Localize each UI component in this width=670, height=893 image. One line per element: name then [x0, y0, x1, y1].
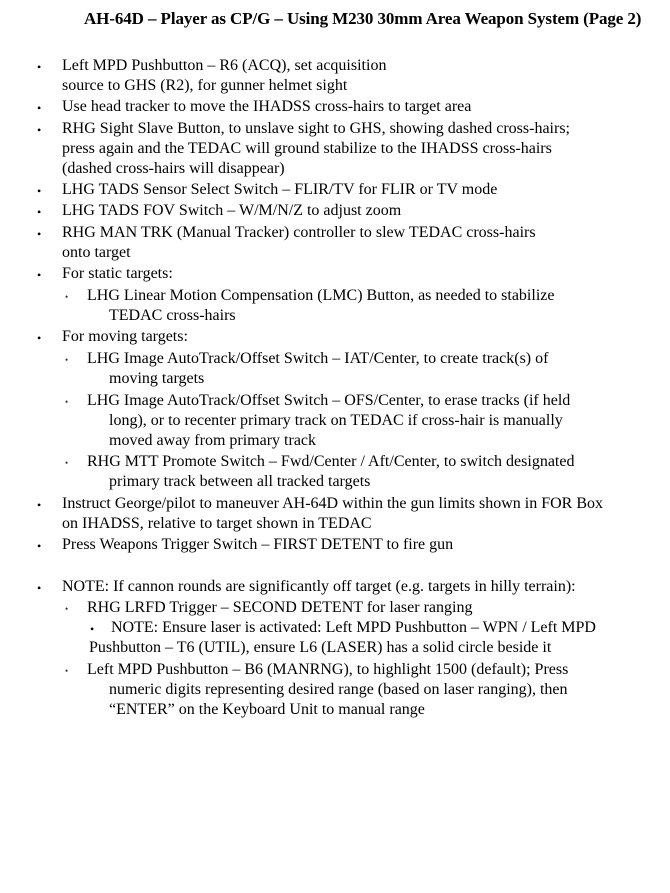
list-item-line: LHG Linear Motion Compensation (LMC) Button, as needed to stabilize	[87, 287, 555, 304]
list-item-line: For static targets:	[62, 265, 173, 282]
list-item-line: source to GHS (R2), for gunner helmet sight	[62, 77, 348, 94]
page-title: AH-64D – Player as CP/G – Using M230 30mm Area Weapon System (Page 2)	[84, 9, 642, 28]
list-item-line: Use head tracker to move the IHADSS cross-hairs to target area	[62, 98, 472, 115]
bullet-icon: •	[65, 666, 69, 676]
list-item-line: For moving targets:	[62, 328, 188, 345]
list-item-line: Press Weapons Trigger Switch – FIRST DETENT to fire gun	[62, 536, 454, 553]
list-item-line: LHG Image AutoTrack/Offset Switch – IAT/Center, to create track(s) of	[87, 350, 549, 367]
list-item-line: on IHADSS, relative to target shown in TEDAC	[62, 515, 372, 532]
list-item-line: NOTE: Ensure laser is activated: Left MPD Pushbutton – WPN / Left MPD	[111, 619, 596, 636]
bullet-icon: •	[37, 539, 42, 553]
list-item-line: Pushbutton – T6 (UTIL), ensure L6 (LASER) has a solid circle beside it	[89, 639, 552, 656]
bullet-icon: •	[65, 355, 69, 365]
bullet-icon: •	[37, 101, 42, 115]
list-item-line: RHG LRFD Trigger – SECOND DETENT for laser ranging	[87, 599, 473, 616]
bullet-icon: •	[37, 331, 42, 345]
bullet-icon: •	[37, 60, 42, 74]
list-item-line: RHG MAN TRK (Manual Tracker) controller to slew TEDAC cross-hairs	[62, 224, 536, 241]
list-item-line: TEDAC cross-hairs	[109, 307, 236, 324]
list-item-line: numeric digits representing desired range (based on laser ranging), then	[109, 681, 568, 698]
bullet-icon: •	[37, 205, 42, 219]
list-item-line: “ENTER” on the Keyboard Unit to manual range	[109, 701, 425, 718]
bullet-icon: •	[37, 268, 42, 282]
list-item-line: (dashed cross-hairs will disappear)	[62, 160, 285, 177]
list-item-line: onto target	[62, 244, 131, 261]
list-item-line: Instruct George/pilot to maneuver AH-64D within the gun limits shown in FOR Box	[62, 495, 603, 512]
list-item-line: long), or to recenter primary track on TEDAC if cross-hair is manually	[109, 412, 563, 429]
bullet-icon: •	[65, 604, 69, 614]
bullet-icon: •	[37, 123, 42, 137]
list-item-line: LHG TADS Sensor Select Switch – FLIR/TV for FLIR or TV mode	[62, 181, 498, 198]
bullet-icon: •	[65, 397, 69, 407]
list-item-line: RHG MTT Promote Switch – Fwd/Center / Aft/Center, to switch designated	[87, 453, 575, 470]
list-item-line: LHG TADS FOV Switch – W/M/N/Z to adjust zoom	[62, 202, 402, 219]
list-item-line: LHG Image AutoTrack/Offset Switch – OFS/Center, to erase tracks (if held	[87, 392, 571, 409]
list-item-line: moved away from primary track	[109, 432, 317, 449]
list-item-line: Left MPD Pushbutton – R6 (ACQ), set acquisition	[62, 57, 387, 74]
bullet-icon: •	[65, 458, 69, 468]
list-item-line: RHG Sight Slave Button, to unslave sight to GHS, showing dashed cross-hairs;	[62, 120, 570, 137]
list-item-line: moving targets	[109, 370, 205, 387]
list-item-line: NOTE: If cannon rounds are significantly off target (e.g. targets in hilly terrain):	[62, 578, 576, 595]
bullet-icon: •	[37, 184, 42, 198]
list-item-line: press again and the TEDAC will ground stabilize to the IHADSS cross-hairs	[62, 140, 552, 157]
list-item-line: primary track between all tracked targets	[109, 473, 371, 490]
list-item-line: Left MPD Pushbutton – B6 (MANRNG), to highlight 1500 (default); Press	[87, 661, 569, 678]
bullet-icon: •	[37, 498, 42, 512]
bullet-icon: •	[65, 292, 69, 302]
bullet-icon: •	[90, 622, 95, 636]
bullet-icon: •	[37, 581, 42, 595]
bullet-icon: •	[37, 227, 42, 241]
